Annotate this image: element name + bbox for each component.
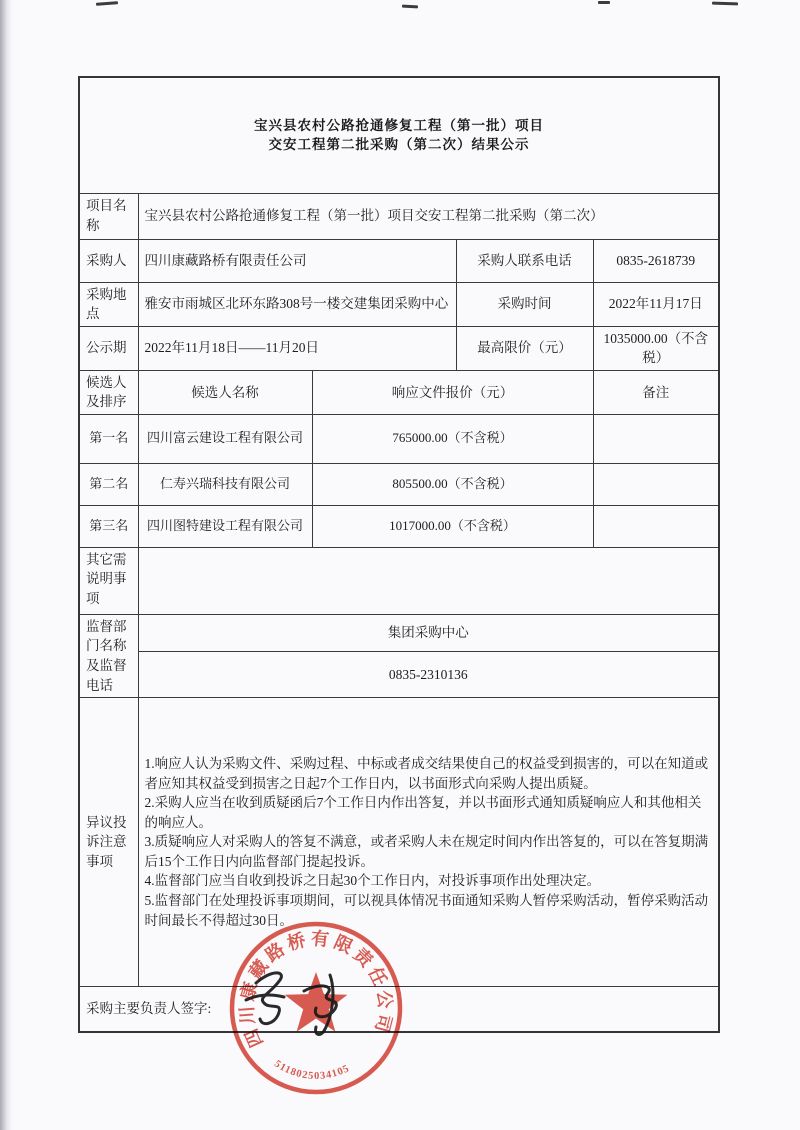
candidate-price: 765000.00（不含税） bbox=[312, 414, 593, 463]
project-name-value: 宝兴县农村公路抢通修复工程（第一批）项目交安工程第二批采购（第二次） bbox=[138, 193, 719, 239]
candidate-row-1 bbox=[79, 414, 719, 463]
scan-artifact bbox=[712, 2, 738, 6]
candidate-remark-header: 备注 bbox=[593, 370, 719, 414]
complaint-note-5: 5.监督部门在处理投诉事项期间，可以视具体情况书面通知采购人暂停采购活动，暂停采购活动时间最长不得超过30日。 bbox=[144, 893, 709, 928]
stamp-company-text: 四川康藏路桥有限责任公司 bbox=[236, 928, 396, 1051]
location-value: 雅安市雨城区北环东路308号一楼交建集团采购中心 bbox=[138, 282, 456, 326]
candidate-rank: 第一名 bbox=[79, 414, 138, 463]
complaint-note-4: 4.监督部门应当自收到投诉之日起30个工作日内，对投诉事项作出处理决定。 bbox=[144, 873, 601, 889]
candidate-name: 仁寿兴瑞科技有限公司 bbox=[138, 463, 312, 505]
page-title-line1: 宝兴县农村公路抢通修复工程（第一批）项目 bbox=[254, 117, 544, 133]
supervision-label: 监督部门名称及监督电话 bbox=[79, 614, 138, 697]
candidate-row-2 bbox=[79, 463, 719, 505]
project-name-row bbox=[79, 193, 719, 239]
complaint-label: 异议投诉注意事项 bbox=[79, 698, 138, 987]
complaint-note-3: 3.质疑响应人对采购人的答复不满意，或者采购人未在规定时间内作出答复的，可以在答复期满后15个工作日内向监督部门提起投诉。 bbox=[144, 834, 709, 869]
stamp-number-text: 5118025034105 bbox=[272, 1058, 352, 1082]
scan-artifact bbox=[402, 5, 418, 9]
max-price-label: 最高限价（元） bbox=[456, 326, 593, 370]
scan-artifact bbox=[598, 1, 610, 4]
publicity-row bbox=[79, 326, 719, 370]
complaint-note-1: 1.响应人认为采购文件、采购过程、中标或者成交结果使自己的权益受到损害的，可以在知道或者应知其权益受到损害之日起7个工作日内，以书面形式向采购人提出质疑。 bbox=[144, 756, 709, 791]
publicity-label: 公示期 bbox=[79, 326, 138, 370]
page-title-line2: 交安工程第二批采购（第二次）结果公示 bbox=[268, 137, 530, 153]
candidate-remark bbox=[593, 505, 719, 547]
project-name-label: 项目名称 bbox=[79, 193, 138, 239]
announcement-table bbox=[78, 76, 720, 1033]
scan-artifact bbox=[96, 1, 118, 6]
candidate-rank: 第二名 bbox=[79, 463, 138, 505]
other-notes-row bbox=[79, 547, 719, 614]
candidate-name: 四川富云建设工程有限公司 bbox=[138, 414, 312, 463]
max-price-value: 1035000.00（不含税） bbox=[593, 326, 719, 370]
other-notes-value bbox=[138, 547, 719, 614]
supervision-department: 集团采购中心 bbox=[138, 614, 719, 651]
supervision-row-2 bbox=[79, 651, 719, 697]
page-title bbox=[79, 77, 719, 193]
location-label: 采购地点 bbox=[79, 282, 138, 326]
other-notes-label: 其它需说明事项 bbox=[79, 547, 138, 614]
purchaser-label: 采购人 bbox=[79, 239, 138, 282]
candidate-price: 1017000.00（不含税） bbox=[312, 505, 593, 547]
purchase-time-value: 2022年11月17日 bbox=[593, 282, 719, 326]
purchaser-phone-label: 采购人联系电话 bbox=[456, 239, 593, 282]
purchaser-value: 四川康藏路桥有限责任公司 bbox=[138, 239, 456, 282]
scan-edge-shadow bbox=[0, 0, 12, 1130]
candidate-rank: 第三名 bbox=[79, 505, 138, 547]
candidate-remark bbox=[593, 414, 719, 463]
candidate-remark bbox=[593, 463, 719, 505]
purchase-time-label: 采购时间 bbox=[456, 282, 593, 326]
handwritten-signature bbox=[238, 953, 373, 1045]
supervision-row-1 bbox=[79, 614, 719, 651]
title-row bbox=[79, 77, 719, 193]
candidates-header-label: 候选人及排序 bbox=[79, 370, 138, 414]
candidate-row-3 bbox=[79, 505, 719, 547]
candidate-price-header: 响应文件报价（元） bbox=[312, 370, 593, 414]
purchaser-row bbox=[79, 239, 719, 282]
supervision-phone: 0835-2310136 bbox=[138, 651, 719, 697]
purchaser-phone-value: 0835-2618739 bbox=[593, 239, 719, 282]
signature-label: 采购主要负责人签字: bbox=[79, 987, 719, 1032]
complaint-note-2: 2.采购人应当在收到质疑函后7个工作日内作出答复，并以书面形式通知质疑响应人和其他相关的响应人。 bbox=[144, 795, 702, 830]
candidate-name-header: 候选人名称 bbox=[138, 370, 312, 414]
candidate-name: 四川图特建设工程有限公司 bbox=[138, 505, 312, 547]
publicity-value: 2022年11月18日——11月20日 bbox=[138, 326, 456, 370]
location-row bbox=[79, 282, 719, 326]
candidates-header-row bbox=[79, 370, 719, 414]
candidate-price: 805500.00（不含税） bbox=[312, 463, 593, 505]
